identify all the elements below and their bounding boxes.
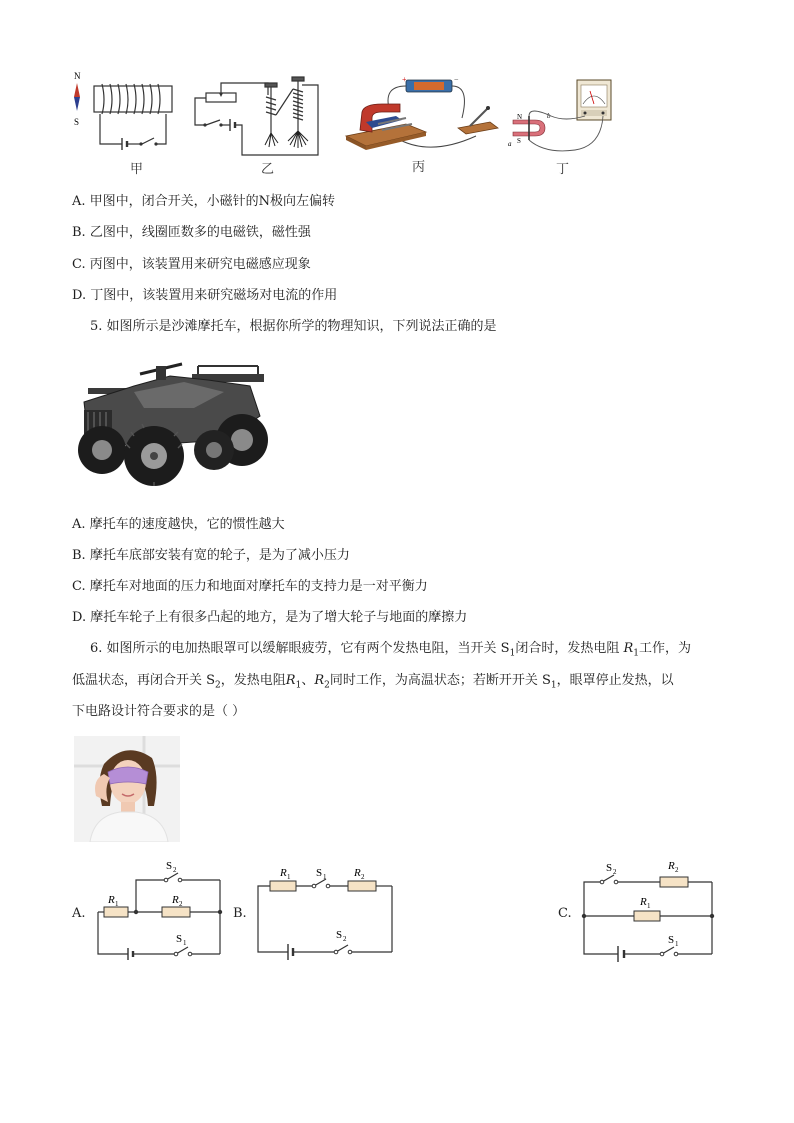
a-r2-sub: 2	[179, 900, 183, 908]
q6-stem-l2-b: ，发热电阻	[220, 673, 286, 688]
circuit-a-label[interactable]: A.	[72, 906, 86, 921]
b-s2-sub: 2	[343, 935, 347, 943]
a-s2-sub: 2	[173, 866, 177, 874]
b-s2-S: S	[336, 929, 343, 941]
attached-pins	[265, 131, 308, 148]
q6-stem-l1-c: 工作，为	[639, 641, 692, 656]
magnet-s-label: S	[517, 137, 521, 145]
b-r2-R: R	[354, 867, 361, 879]
q4-option-a[interactable]: A. 甲图中，闭合开关，小磁针的N极向左偏转	[72, 194, 336, 209]
compass-needle	[74, 71, 81, 127]
q5-option-b[interactable]: B. 摩托车底部安装有宽的轮子，是为了减小压力	[72, 548, 350, 563]
c-r2-sub: 2	[675, 866, 679, 874]
terminal-b-label: b	[547, 112, 551, 120]
c-r2-R: R	[668, 860, 675, 872]
compass-s-label: S	[74, 117, 80, 127]
switch-lever	[142, 138, 154, 144]
fig-label-bing: 丙	[412, 160, 426, 175]
b-s1-S: S	[316, 867, 323, 879]
q6-stem-l1-b: 闭合时，发热电阻	[515, 641, 620, 656]
figure-jia	[70, 70, 185, 170]
q6-stem-l2-sub: 2	[215, 680, 221, 691]
magnet-n-label: N	[517, 113, 523, 121]
q6-stem-l1-a: 6. 如图所示的电加热眼罩可以缓解眼疲劳，它有两个发热电阻，当开关 S	[90, 641, 510, 656]
q5-stem: 5. 如图所示是沙滩摩托车，根据你所学的物理知识，下列说法正确的是	[90, 319, 497, 334]
q6-stem-l2-r1: R	[285, 673, 296, 688]
a-s2-S: S	[166, 860, 173, 872]
circuit-c[interactable]	[578, 852, 720, 962]
circuit-b-label[interactable]: B.	[233, 906, 247, 921]
c-s1-sub: 1	[675, 940, 679, 948]
fig-label-yi: 乙	[261, 162, 275, 177]
q6-stem-line1	[90, 640, 691, 663]
electromagnet-nails	[265, 77, 304, 135]
q6-stem-l1-rsub: 1	[633, 648, 639, 659]
fig-label-jia: 甲	[130, 162, 144, 177]
q6-stem-l1-r: R	[623, 641, 634, 656]
q6-stem-l2-d: ，眼罩停止发热，以	[556, 673, 674, 688]
figure-bing	[342, 74, 502, 156]
eye-mask	[108, 767, 148, 784]
q6-stem-l2-c: 同时工作，为高温状态；若断开开关 S	[329, 673, 551, 688]
battery-minus-label: −	[454, 75, 459, 84]
a-r2-R: R	[172, 894, 179, 906]
solenoid-coil	[102, 84, 160, 114]
switch-base	[458, 122, 498, 134]
figure-ding	[505, 76, 615, 156]
q4-option-b[interactable]: B. 乙图中，线圈匝数多的电磁铁，磁性强	[72, 225, 311, 240]
circuit-c-label[interactable]: C.	[558, 906, 572, 921]
q6-stem-l2-r1sub: 1	[295, 680, 302, 691]
q4-option-c[interactable]: C. 丙图中，该装置用来研究电磁感应现象	[72, 257, 311, 272]
b-r2-sub: 2	[361, 873, 365, 881]
q6-stem-l2-sub2: 1	[550, 680, 557, 691]
c-s2-S: S	[606, 862, 613, 874]
b-r1-sub: 1	[287, 873, 291, 881]
compass-n-label: N	[74, 71, 81, 81]
atv-photo	[74, 352, 274, 494]
a-s1-S: S	[176, 933, 183, 945]
q6-stem-l1-sub: 1	[509, 648, 516, 659]
eye-mask-photo	[74, 736, 180, 842]
q6-stem-l2-r2sub: 2	[324, 680, 330, 691]
figure-yi	[190, 75, 325, 160]
q4-option-d[interactable]: D. 丁图中，该装置用来研究磁场对电流的作用	[72, 288, 338, 303]
q5-option-c[interactable]: C. 摩托车对地面的压力和地面对摩托车的支持力是一对平衡力	[72, 579, 428, 594]
q5-option-d[interactable]: D. 摩托车轮子上有很多凸起的地方，是为了增大轮子与地面的摩擦力	[72, 610, 468, 625]
q5-option-a[interactable]: A. 摩托车的速度越快，它的惯性越大	[72, 517, 285, 532]
c-r1-R: R	[640, 896, 647, 908]
a-r1-sub: 1	[115, 900, 119, 908]
q6-stem-line3: 下电路设计符合要求的是（ ）	[72, 704, 246, 719]
q6-stem-l2-sep: 、	[301, 673, 315, 688]
q6-stem-l2-r2: R	[314, 673, 325, 688]
fig-label-ding: 丁	[556, 162, 570, 177]
battery-plus-label: +	[402, 75, 407, 84]
c-r1-sub: 1	[647, 902, 651, 910]
circuit-b[interactable]	[252, 856, 402, 962]
circuit-a[interactable]	[92, 852, 228, 962]
q6-stem-line2	[72, 672, 674, 695]
terminal-a-label: a	[508, 140, 512, 148]
b-s1-sub: 1	[323, 873, 327, 881]
b-r1-R: R	[280, 867, 287, 879]
c-s2-sub: 2	[613, 868, 617, 876]
a-r1-R: R	[108, 894, 115, 906]
q6-stem-l2-a: 低温状态，再闭合开关 S	[72, 673, 216, 688]
c-s1-S: S	[668, 934, 675, 946]
a-s1-sub: 1	[183, 939, 187, 947]
